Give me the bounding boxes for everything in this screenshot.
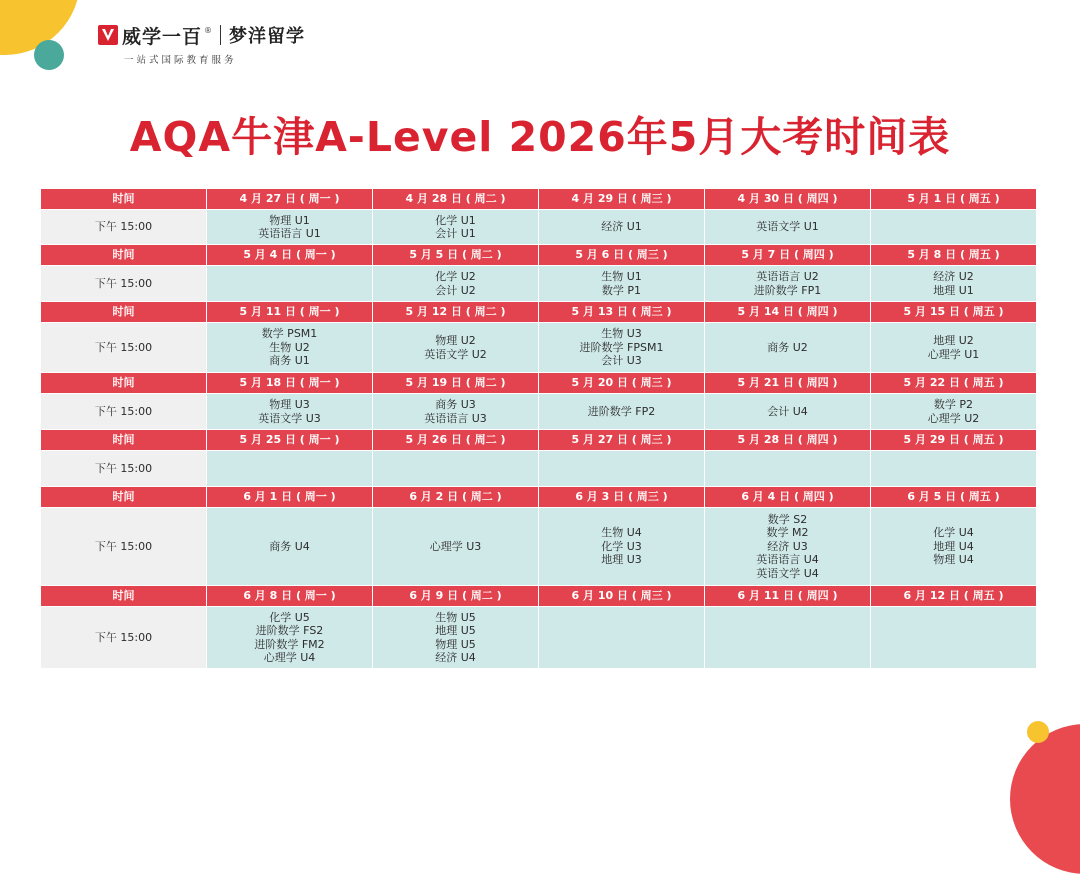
date-header-cell: 5 月 21 日 ( 周四 ): [705, 373, 871, 394]
date-header-cell: 5 月 7 日 ( 周四 ): [705, 245, 871, 266]
exam-subject: 商务 U2: [767, 340, 808, 354]
date-header-cell: 5 月 18 日 ( 周一 ): [207, 373, 373, 394]
exam-cell: [373, 451, 539, 487]
week-header-row: [41, 586, 1037, 607]
exam-row: [41, 607, 1037, 669]
week-header-row: [41, 430, 1037, 451]
exam-schedule-table: [40, 188, 1037, 669]
exam-subject: 化学 U1: [435, 213, 476, 227]
exam-subject: 进阶数学 FM2: [254, 637, 325, 651]
decor-red-circle: [1010, 724, 1080, 874]
date-header-cell: 5 月 20 日 ( 周三 ): [539, 373, 705, 394]
week-header-row: [41, 487, 1037, 508]
exam-subject: 心理学 U3: [429, 539, 482, 553]
date-header-cell: 5 月 13 日 ( 周三 ): [539, 302, 705, 323]
exam-cell: [207, 508, 373, 586]
exam-subject: 经济 U2: [933, 270, 974, 283]
exam-subject: 会计 U1: [435, 227, 476, 240]
date-header-cell: 4 月 29 日 ( 周三 ): [539, 189, 705, 210]
exam-cell: [705, 607, 871, 669]
exam-subject: 地理 U2: [933, 334, 974, 347]
brand-name: 威学一百: [122, 25, 203, 48]
exam-subject: 地理 U4: [933, 539, 974, 553]
date-header-cell: 6 月 5 日 ( 周五 ): [871, 487, 1037, 508]
exam-subject: 商务 U3: [435, 398, 476, 411]
exam-cell: [207, 607, 373, 669]
exam-subject: 英语语言 U2: [756, 270, 819, 283]
date-header-cell: 6 月 3 日 ( 周三 ): [539, 487, 705, 508]
brand-header: [98, 22, 305, 64]
date-header-cell: 6 月 1 日 ( 周一 ): [207, 487, 373, 508]
exam-subject: 数学 PSM1: [261, 327, 318, 341]
exam-row: [41, 266, 1037, 302]
decor-teal-circle: [34, 40, 64, 70]
date-header-cell: 5 月 27 日 ( 周三 ): [539, 430, 705, 451]
exam-row: [41, 394, 1037, 430]
time-cell: 下午 15:00: [41, 394, 207, 430]
exam-cell: [539, 394, 705, 430]
exam-subject: 英语文学 U3: [258, 411, 321, 425]
exam-cell: [871, 607, 1037, 669]
time-header-cell: 时间: [41, 586, 207, 607]
exam-subject: 商务 U4: [269, 539, 310, 553]
exam-subject: 地理 U5: [435, 624, 476, 637]
exam-cell: [207, 451, 373, 487]
time-cell: 下午 15:00: [41, 451, 207, 487]
date-header-cell: 6 月 9 日 ( 周二 ): [373, 586, 539, 607]
exam-subject: 英语语言 U1: [258, 227, 321, 240]
date-header-cell: 5 月 6 日 ( 周三 ): [539, 245, 705, 266]
exam-cell: [705, 210, 871, 245]
time-cell: 下午 15:00: [41, 508, 207, 586]
time-header-cell: 时间: [41, 487, 207, 508]
brand-tagline: 一站式国际教育服务: [124, 55, 237, 66]
date-header-cell: 5 月 28 日 ( 周四 ): [705, 430, 871, 451]
exam-cell: [705, 266, 871, 302]
exam-subject: 英语文学 U2: [424, 347, 487, 361]
time-header-cell: 时间: [41, 189, 207, 210]
week-header-row: [41, 373, 1037, 394]
exam-cell: [871, 323, 1037, 373]
exam-subject: 地理 U1: [933, 283, 974, 297]
exam-subject: 会计 U3: [601, 354, 642, 368]
exam-subject: 物理 U3: [269, 398, 310, 411]
date-header-cell: 6 月 4 日 ( 周四 ): [705, 487, 871, 508]
exam-subject: 化学 U3: [601, 539, 642, 553]
exam-subject: 生物 U1: [601, 270, 642, 283]
week-header-row: [41, 302, 1037, 323]
date-header-cell: 5 月 11 日 ( 周一 ): [207, 302, 373, 323]
exam-subject: 生物 U2: [269, 340, 310, 354]
exam-subject: 进阶数学 FS2: [255, 624, 324, 637]
page-title: AQA牛津A-Level 2026年5月大考时间表: [129, 113, 951, 161]
exam-subject: 英语语言 U3: [424, 411, 487, 425]
date-header-cell: 5 月 8 日 ( 周五 ): [871, 245, 1037, 266]
date-header-cell: 5 月 5 日 ( 周二 ): [373, 245, 539, 266]
time-cell: 下午 15:00: [41, 323, 207, 373]
exam-cell: [705, 508, 871, 586]
week-header-row: [41, 245, 1037, 266]
exam-subject: 会计 U4: [767, 404, 808, 418]
exam-cell: [539, 451, 705, 487]
exam-subject: 物理 U4: [933, 553, 974, 567]
exam-cell: [539, 508, 705, 586]
exam-subject: 物理 U1: [269, 213, 310, 227]
date-header-cell: 5 月 19 日 ( 周二 ): [373, 373, 539, 394]
date-header-cell: 6 月 10 日 ( 周三 ): [539, 586, 705, 607]
date-header-cell: 5 月 12 日 ( 周二 ): [373, 302, 539, 323]
exam-subject: 地理 U3: [601, 553, 642, 567]
exam-cell: [373, 508, 539, 586]
time-cell: 下午 15:00: [41, 607, 207, 669]
exam-subject: 英语文学 U4: [756, 566, 819, 580]
exam-row: [41, 508, 1037, 586]
date-header-cell: 5 月 1 日 ( 周五 ): [871, 189, 1037, 210]
exam-subject: 数学 P1: [601, 283, 642, 297]
exam-subject: 进阶数学 FP1: [753, 283, 822, 297]
date-header-cell: 4 月 27 日 ( 周一 ): [207, 189, 373, 210]
date-header-cell: 5 月 29 日 ( 周五 ): [871, 430, 1037, 451]
exam-cell: [207, 323, 373, 373]
exam-cell: [539, 210, 705, 245]
exam-subject: 商务 U1: [269, 354, 310, 368]
exam-subject: 英语文学 U1: [756, 220, 819, 234]
exam-subject: 数学 P2: [933, 398, 974, 411]
exam-row: [41, 210, 1037, 245]
brand-divider: [220, 25, 221, 45]
sub-brand-name: 梦洋留学: [229, 26, 306, 47]
date-header-cell: 5 月 22 日 ( 周五 ): [871, 373, 1037, 394]
time-cell: 下午 15:00: [41, 266, 207, 302]
exam-subject: 进阶数学 FPSM1: [579, 340, 664, 354]
exam-cell: [705, 394, 871, 430]
date-header-cell: 4 月 30 日 ( 周四 ): [705, 189, 871, 210]
exam-cell: [705, 451, 871, 487]
date-header-cell: 5 月 15 日 ( 周五 ): [871, 302, 1037, 323]
exam-subject: 数学 M2: [766, 526, 809, 540]
date-header-cell: 6 月 11 日 ( 周四 ): [705, 586, 871, 607]
exam-cell: [871, 210, 1037, 245]
exam-subject: 心理学 U2: [927, 411, 980, 425]
date-header-cell: 4 月 28 日 ( 周二 ): [373, 189, 539, 210]
week-header-row: [41, 189, 1037, 210]
date-header-cell: 6 月 2 日 ( 周二 ): [373, 487, 539, 508]
exam-subject: 生物 U4: [601, 526, 642, 540]
date-header-cell: 5 月 26 日 ( 周二 ): [373, 430, 539, 451]
registered-mark: ®: [204, 25, 213, 35]
exam-subject: 数学 S2: [767, 512, 808, 526]
exam-subject: 化学 U4: [933, 526, 974, 540]
exam-cell: [705, 323, 871, 373]
exam-subject: 生物 U5: [435, 610, 476, 624]
exam-cell: [373, 266, 539, 302]
exam-cell: [373, 323, 539, 373]
exam-cell: [373, 394, 539, 430]
date-header-cell: 6 月 12 日 ( 周五 ): [871, 586, 1037, 607]
exam-subject: 经济 U3: [767, 539, 808, 553]
exam-cell: [373, 607, 539, 669]
exam-cell: [539, 607, 705, 669]
exam-cell: [871, 451, 1037, 487]
exam-subject: 经济 U1: [601, 220, 642, 234]
time-header-cell: 时间: [41, 302, 207, 323]
decor-yellow-dot: [1027, 721, 1049, 743]
exam-row: [41, 323, 1037, 373]
time-cell: 下午 15:00: [41, 210, 207, 245]
brand-logo-icon: [98, 25, 118, 45]
exam-subject: 物理 U2: [435, 334, 476, 347]
time-header-cell: 时间: [41, 373, 207, 394]
date-header-cell: 5 月 14 日 ( 周四 ): [705, 302, 871, 323]
date-header-cell: 6 月 8 日 ( 周一 ): [207, 586, 373, 607]
exam-subject: 物理 U5: [435, 637, 476, 651]
exam-subject: 生物 U3: [601, 327, 642, 341]
exam-cell: [207, 394, 373, 430]
exam-cell: [871, 394, 1037, 430]
exam-cell: [207, 210, 373, 245]
exam-subject: 经济 U4: [435, 651, 476, 664]
exam-cell: [373, 210, 539, 245]
exam-subject: 心理学 U4: [263, 651, 316, 664]
exam-cell: [539, 266, 705, 302]
exam-subject: 心理学 U1: [927, 347, 980, 361]
exam-cell: [539, 323, 705, 373]
exam-cell: [871, 508, 1037, 586]
date-header-cell: 5 月 25 日 ( 周一 ): [207, 430, 373, 451]
exam-row: [41, 451, 1037, 487]
exam-subject: 化学 U2: [435, 270, 476, 283]
exam-cell: [207, 266, 373, 302]
exam-cell: [871, 266, 1037, 302]
exam-subject: 化学 U5: [269, 610, 310, 624]
time-header-cell: 时间: [41, 430, 207, 451]
exam-subject: 进阶数学 FP2: [587, 404, 656, 418]
exam-subject: 会计 U2: [435, 283, 476, 297]
date-header-cell: 5 月 4 日 ( 周一 ): [207, 245, 373, 266]
time-header-cell: 时间: [41, 245, 207, 266]
exam-subject: 英语语言 U4: [756, 553, 819, 567]
